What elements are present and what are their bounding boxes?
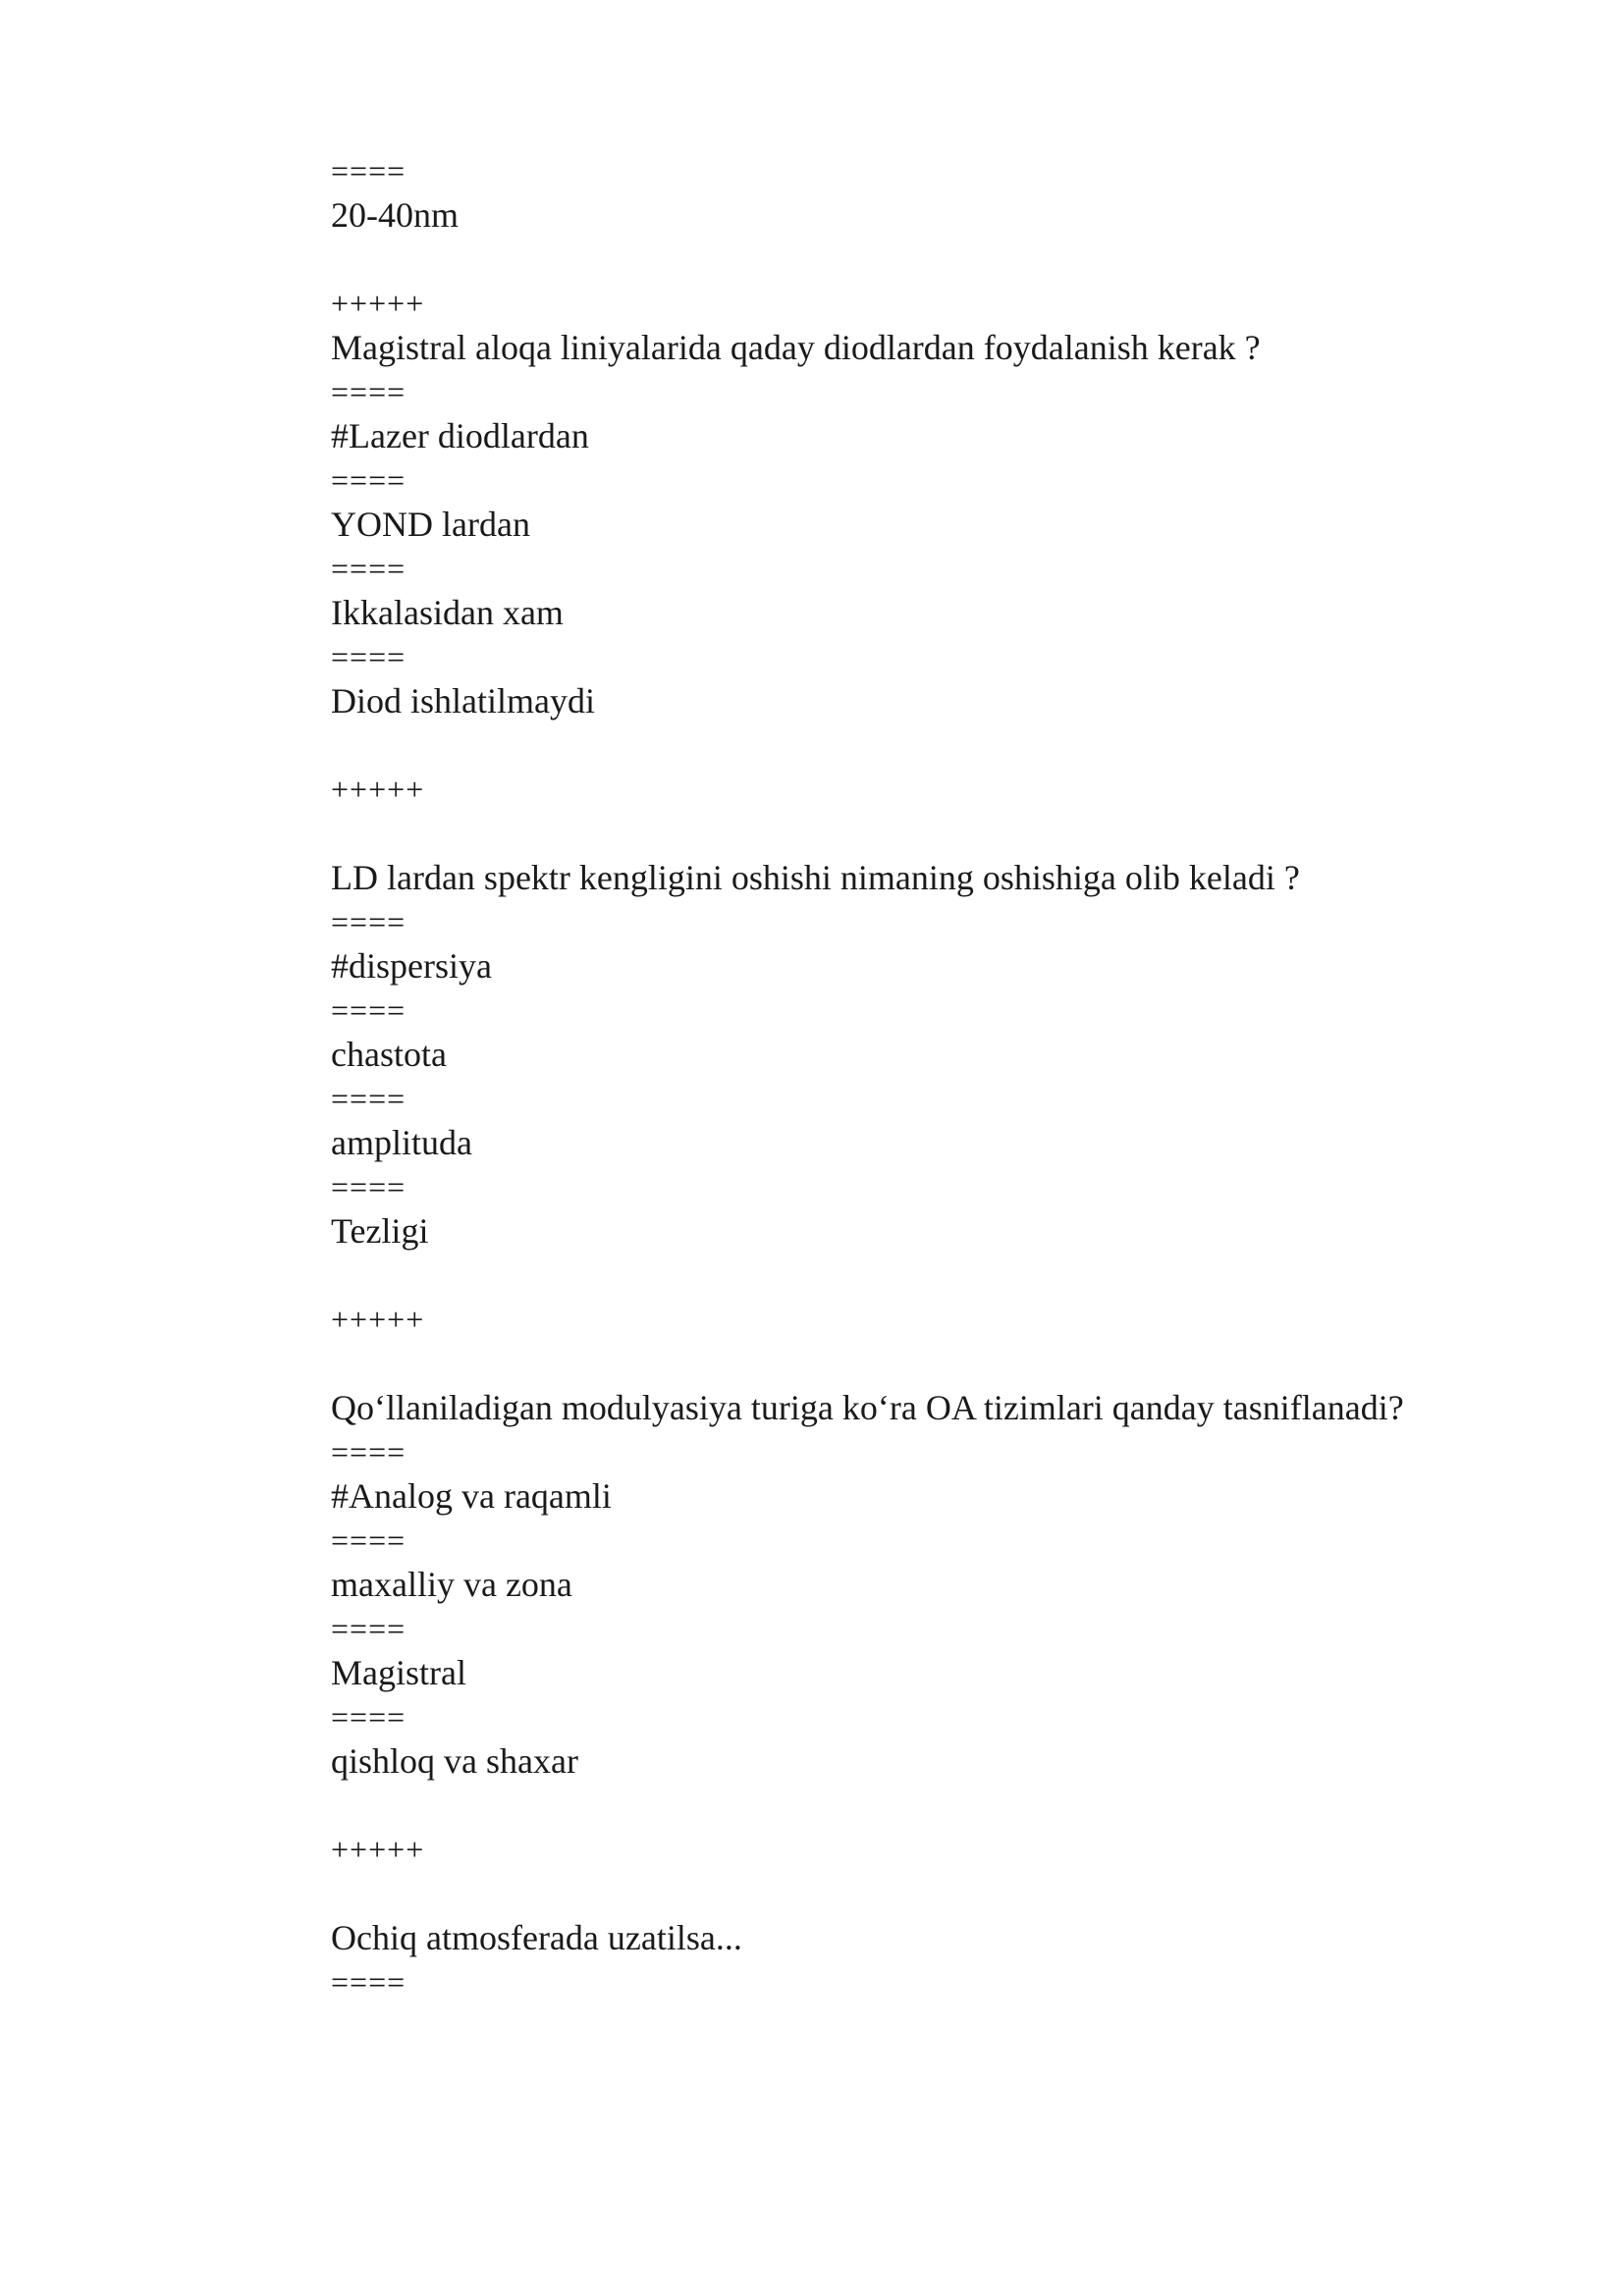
answer-option: chastota xyxy=(331,1035,447,1074)
blank-line xyxy=(331,238,1558,282)
question-text: LD lardan spektr kengligini oshishi nimaning oshishiga olib keladi ? xyxy=(331,858,1300,897)
answer-option: qishloq va shaxar xyxy=(331,1741,578,1781)
blank-line xyxy=(331,1872,1558,1916)
option-separator: ==== xyxy=(331,374,406,409)
answer-option: Diod ishlatilmaydi xyxy=(331,681,595,721)
blank-line xyxy=(331,723,1558,768)
option-separator: ==== xyxy=(331,1611,406,1646)
option-separator: ==== xyxy=(331,1964,406,2000)
blank-line xyxy=(331,812,1558,856)
question-end-marker: +++++ xyxy=(331,1302,425,1337)
blank-line xyxy=(331,1254,1558,1298)
option-separator: ==== xyxy=(331,1522,406,1558)
answer-option: maxalliy va zona xyxy=(331,1565,572,1604)
option-separator: ==== xyxy=(331,1434,406,1469)
document-content xyxy=(331,149,1558,2004)
question-text: Qo‘llaniladigan modulyasiya turiga ko‘ra OA tizimlari qanday tasniflanadi? xyxy=(331,1388,1404,1427)
option-separator: ==== xyxy=(331,904,406,939)
blank-line xyxy=(331,1342,1558,1386)
question-end-marker: +++++ xyxy=(331,286,425,321)
option-separator: ==== xyxy=(331,639,406,674)
question-text: Ochiq atmosferada uzatilsa... xyxy=(331,1918,742,1957)
option-separator: ==== xyxy=(331,1699,406,1735)
answer-option: 20-40nm xyxy=(331,195,459,235)
answer-option: Magistral xyxy=(331,1653,466,1692)
question-end-marker: +++++ xyxy=(331,1832,425,1867)
option-separator: ==== xyxy=(331,462,406,498)
answer-option: Tezligi xyxy=(331,1211,429,1251)
question-end-marker: +++++ xyxy=(331,772,425,807)
answer-option-correct: #Analog va raqamli xyxy=(331,1476,612,1516)
option-separator: ==== xyxy=(331,551,406,586)
option-separator: ==== xyxy=(331,153,406,188)
answer-option: YOND lardan xyxy=(331,505,530,544)
answer-option-correct: #dispersiya xyxy=(331,946,492,986)
question-text: Magistral aloqa liniyalarida qaday diodlardan foydalanish kerak ? xyxy=(331,328,1261,367)
answer-option-correct: #Lazer diodlardan xyxy=(331,416,589,455)
blank-line xyxy=(331,1784,1558,1828)
answer-option: Ikkalasidan xam xyxy=(331,593,564,632)
answer-option: amplituda xyxy=(331,1123,472,1162)
option-separator: ==== xyxy=(331,992,406,1028)
option-separator: ==== xyxy=(331,1081,406,1116)
option-separator: ==== xyxy=(331,1169,406,1204)
